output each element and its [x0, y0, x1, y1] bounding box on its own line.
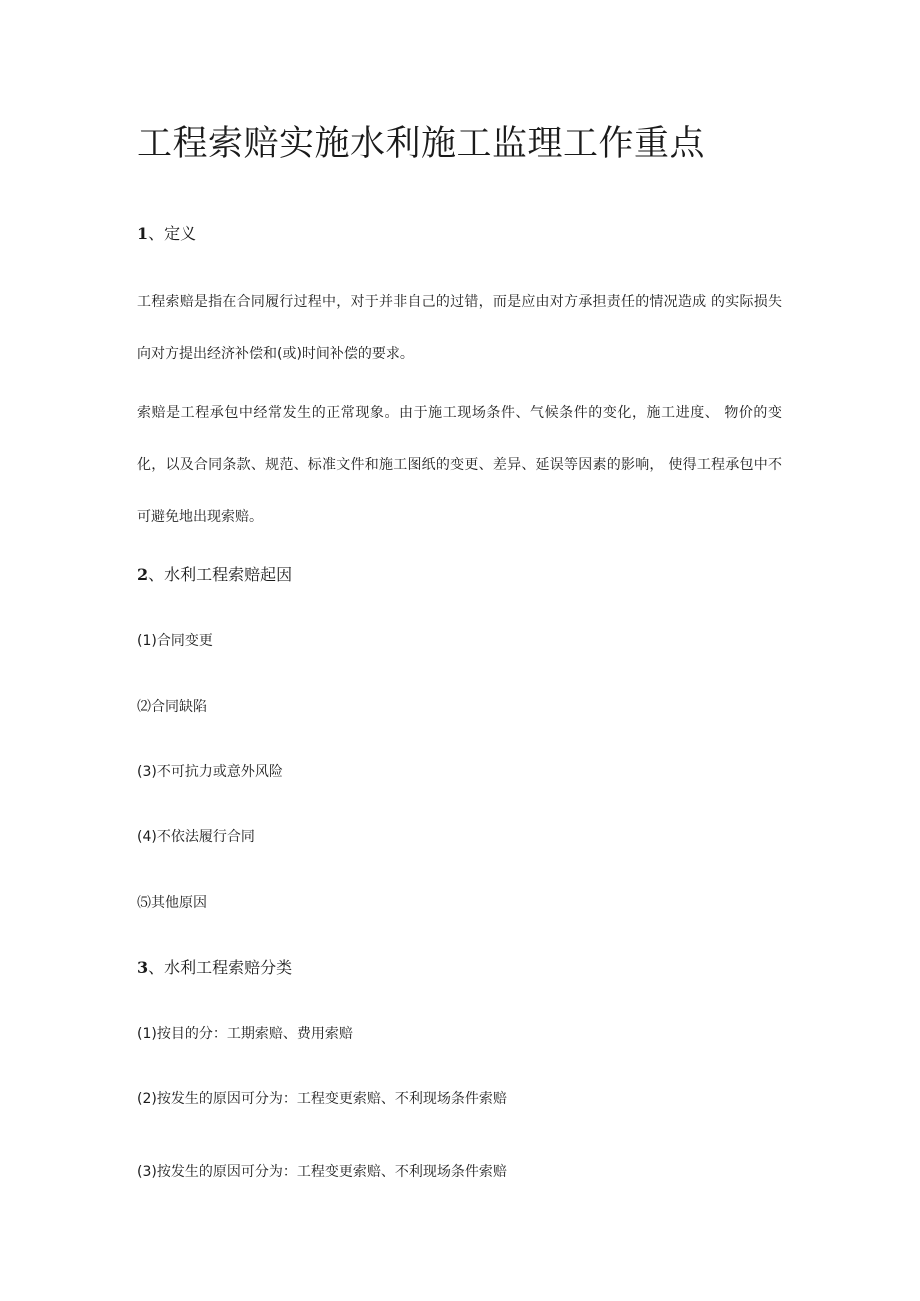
cause-item: (4)不依法履行合同	[137, 829, 255, 845]
classification-item: (3)按发生的原因可分为：工程变更索赔、不利现场条件索赔	[137, 1164, 507, 1180]
section-1-label: 、定义	[148, 224, 197, 243]
definition-paragraph-2: 索赔是工程承包中经常发生的正常现象。由于施工现场条件、气候条件的变化，施工进度、 物价的变化，以及合同条款、规范、标准文件和施工图纸的变更、差异、延误等因素的影响， 使得工程承包中不可避免地出现索赔。	[137, 405, 782, 525]
cause-item: ⑵合同缺陷	[137, 699, 207, 715]
section-3-label: 、水利工程索赔分类	[148, 958, 293, 977]
section-1-number: 1	[137, 224, 149, 243]
section-2-label: 、水利工程索赔起因	[148, 565, 293, 584]
cause-item: ⑸其他原因	[137, 895, 207, 911]
document-title: 工程索赔实施水利施工监理工作重点	[137, 124, 706, 164]
section-3-heading	[137, 957, 292, 979]
classification-item: (2)按发生的原因可分为：工程变更索赔、不利现场条件索赔	[137, 1091, 507, 1107]
cause-item: (1)合同变更	[137, 633, 213, 649]
definition-paragraph-1: 工程索赔是指在合同履行过程中，对于并非自己的过错，而是应由对方承担责任的情况造成 的实际损失向对方提出经济补偿和(或)时间补偿的要求。	[137, 294, 782, 362]
section-3-number: 3	[137, 958, 149, 977]
section-2-heading	[137, 564, 292, 586]
section-1-heading	[137, 223, 196, 245]
section-2-number: 2	[137, 565, 149, 584]
cause-item: (3)不可抗力或意外风险	[137, 764, 283, 780]
classification-item: (1)按目的分：工期索赔、费用索赔	[137, 1026, 353, 1042]
